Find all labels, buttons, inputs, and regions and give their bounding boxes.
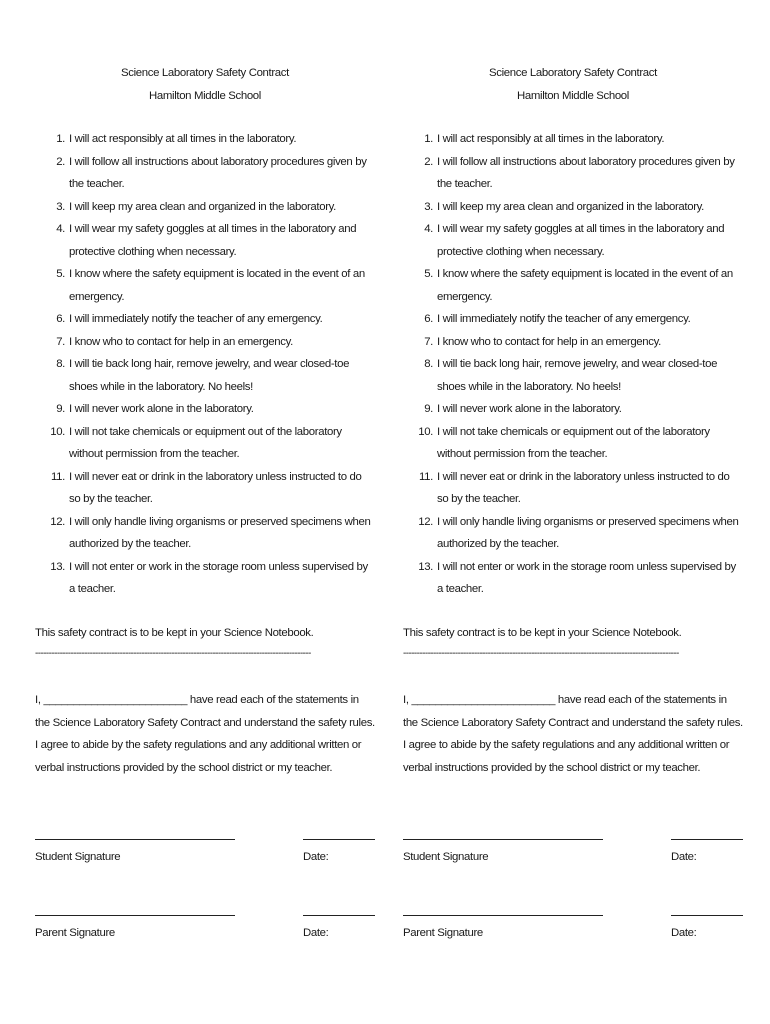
date-label: Date: xyxy=(303,851,329,863)
list-item xyxy=(35,196,375,219)
rule-number: 12. xyxy=(50,515,65,528)
rule-number: 6. xyxy=(424,313,433,325)
parent-signature-field[interactable] xyxy=(35,907,235,945)
date-label: Date: xyxy=(671,851,697,863)
list-item xyxy=(35,128,375,151)
signature-line xyxy=(403,831,603,840)
divider: ----------------------------------------------------------------------------------------------------- xyxy=(35,648,311,659)
rule-number: 5. xyxy=(424,268,433,280)
school-name: Hamilton Middle School xyxy=(517,89,629,102)
signature-line xyxy=(403,907,603,916)
rule-number: 13. xyxy=(418,560,433,573)
keep-note: This safety contract is to be kept in your Science Notebook. xyxy=(35,626,314,639)
date-label: Date: xyxy=(303,926,329,939)
student-signature-field[interactable] xyxy=(35,831,235,869)
rule-text: I will keep my area clean and organized in the laboratory. xyxy=(437,200,704,213)
contract-copy-right xyxy=(403,62,743,944)
parent-signature-row xyxy=(403,907,743,945)
signature-line xyxy=(35,831,235,840)
list-item xyxy=(403,398,743,421)
rule-text: I will never work alone in the laboratory. xyxy=(437,403,622,415)
rule-text: I know who to contact for help in an emergency. xyxy=(69,335,293,348)
rule-text: I will wear my safety goggles at all times in the laboratory and protective clothing when necessary. xyxy=(69,223,357,258)
list-item xyxy=(35,331,375,354)
parent-date-field[interactable] xyxy=(303,907,375,945)
list-item xyxy=(403,263,743,308)
list-item xyxy=(35,353,375,398)
rule-text: I will act responsibly at all times in the laboratory. xyxy=(69,133,297,145)
rule-text: I will only handle living organisms or preserved specimens when authorized by the teacher. xyxy=(437,515,739,550)
rule-number: 11. xyxy=(419,470,433,483)
list-item xyxy=(35,263,375,308)
rule-text: I will never work alone in the laboratory. xyxy=(69,403,254,415)
rule-text: I will keep my area clean and organized in the laboratory. xyxy=(69,200,336,213)
student-signature-label: Student Signature xyxy=(403,851,489,863)
list-item xyxy=(403,151,743,196)
agreement-statement: I, ________________________ have read each of the statements in the Science Laboratory Safety Contract and understand the safety rules. I agree to abide by the safety regulations and any additional written or verbal instructions provided by the school district or my teacher. xyxy=(403,694,743,774)
rule-number: 2. xyxy=(56,155,65,168)
rule-text: I will follow all instructions about laboratory procedures given by the teacher. xyxy=(437,155,735,190)
rule-text: I will immediately notify the teacher of any emergency. xyxy=(437,313,691,325)
rule-number: 10. xyxy=(50,425,65,438)
student-signature-row xyxy=(403,831,743,869)
school-name: Hamilton Middle School xyxy=(149,89,261,102)
list-item xyxy=(35,556,375,601)
rule-text: I will follow all instructions about laboratory procedures given by the teacher. xyxy=(69,155,367,190)
rule-number: 13. xyxy=(50,560,65,573)
rule-number: 1. xyxy=(424,133,433,145)
parent-signature-field[interactable] xyxy=(403,907,603,945)
rule-number: 11. xyxy=(51,470,65,483)
student-date-field[interactable] xyxy=(303,831,375,869)
rules-list xyxy=(403,128,743,601)
parent-signature-label: Parent Signature xyxy=(35,926,115,939)
rule-number: 1. xyxy=(56,133,65,145)
signature-line xyxy=(35,907,235,916)
rule-number: 8. xyxy=(424,358,433,370)
list-item xyxy=(35,308,375,331)
rule-text: I know where the safety equipment is located in the event of an emergency. xyxy=(69,268,365,303)
list-item xyxy=(403,196,743,219)
rule-number: 4. xyxy=(424,223,433,235)
contract-copy-left xyxy=(35,62,375,944)
list-item xyxy=(403,556,743,601)
rules-list xyxy=(35,128,375,601)
list-item xyxy=(403,218,743,263)
parent-signature-label: Parent Signature xyxy=(403,926,483,939)
rule-text: I will never eat or drink in the laboratory unless instructed to do so by the teacher. xyxy=(437,470,730,505)
date-label: Date: xyxy=(671,926,697,939)
rule-number: 8. xyxy=(56,358,65,370)
rule-text: I will never eat or drink in the laboratory unless instructed to do so by the teacher. xyxy=(69,470,362,505)
agreement-statement: I, ________________________ have read each of the statements in the Science Laboratory Safety Contract and understand the safety rules. I agree to abide by the safety regulations and any additional written or verbal instructions provided by the school district or my teacher. xyxy=(35,694,375,774)
list-item xyxy=(403,511,743,556)
list-item xyxy=(35,511,375,556)
student-signature-label: Student Signature xyxy=(35,851,121,863)
student-signature-row xyxy=(35,831,375,869)
rule-number: 12. xyxy=(418,515,433,528)
parent-signature-row xyxy=(35,907,375,945)
rule-number: 2. xyxy=(424,155,433,168)
rule-text: I will wear my safety goggles at all times in the laboratory and protective clothing when necessary. xyxy=(437,223,725,258)
parent-date-field[interactable] xyxy=(671,907,743,945)
student-date-field[interactable] xyxy=(671,831,743,869)
rule-text: I know where the safety equipment is located in the event of an emergency. xyxy=(437,268,733,303)
rule-number: 4. xyxy=(56,223,65,235)
list-item xyxy=(35,421,375,466)
header xyxy=(403,62,743,107)
rule-text: I will not take chemicals or equipment out of the laboratory without permission from the teacher. xyxy=(69,425,342,460)
rule-text: I know who to contact for help in an emergency. xyxy=(437,335,661,348)
rule-text: I will tie back long hair, remove jewelry, and wear closed-toe shoes while in the laboratory. No heels! xyxy=(437,358,718,393)
rule-text: I will not enter or work in the storage room unless supervised by a teacher. xyxy=(437,560,736,595)
rule-number: 3. xyxy=(424,200,433,213)
student-signature-field[interactable] xyxy=(403,831,603,869)
rule-text: I will not enter or work in the storage room unless supervised by a teacher. xyxy=(69,560,368,595)
list-item xyxy=(35,398,375,421)
rule-number: 6. xyxy=(56,313,65,325)
date-line xyxy=(671,907,743,916)
rule-number: 9. xyxy=(56,403,65,415)
list-item xyxy=(403,353,743,398)
rule-text: I will immediately notify the teacher of any emergency. xyxy=(69,313,323,325)
list-item xyxy=(35,151,375,196)
list-item xyxy=(35,466,375,511)
contract-title: Science Laboratory Safety Contract xyxy=(121,67,289,79)
rule-number: 7. xyxy=(424,335,433,348)
list-item xyxy=(403,466,743,511)
rule-text: I will not take chemicals or equipment out of the laboratory without permission from the teacher. xyxy=(437,425,710,460)
date-line xyxy=(671,831,743,840)
rule-text: I will only handle living organisms or preserved specimens when authorized by the teacher. xyxy=(69,515,371,550)
rule-text: I will tie back long hair, remove jewelry, and wear closed-toe shoes while in the laboratory. No heels! xyxy=(69,358,350,393)
list-item xyxy=(403,331,743,354)
list-item xyxy=(35,218,375,263)
list-item xyxy=(403,308,743,331)
divider: ----------------------------------------------------------------------------------------------------- xyxy=(403,648,679,659)
date-line xyxy=(303,831,375,840)
header xyxy=(35,62,375,107)
rule-number: 9. xyxy=(424,403,433,415)
rule-number: 7. xyxy=(56,335,65,348)
rule-number: 5. xyxy=(56,268,65,280)
list-item xyxy=(403,421,743,466)
contract-title: Science Laboratory Safety Contract xyxy=(489,67,657,79)
date-line xyxy=(303,907,375,916)
rule-number: 3. xyxy=(56,200,65,213)
list-item xyxy=(403,128,743,151)
rule-number: 10. xyxy=(418,425,433,438)
keep-note: This safety contract is to be kept in your Science Notebook. xyxy=(403,626,682,639)
rule-text: I will act responsibly at all times in the laboratory. xyxy=(437,133,665,145)
